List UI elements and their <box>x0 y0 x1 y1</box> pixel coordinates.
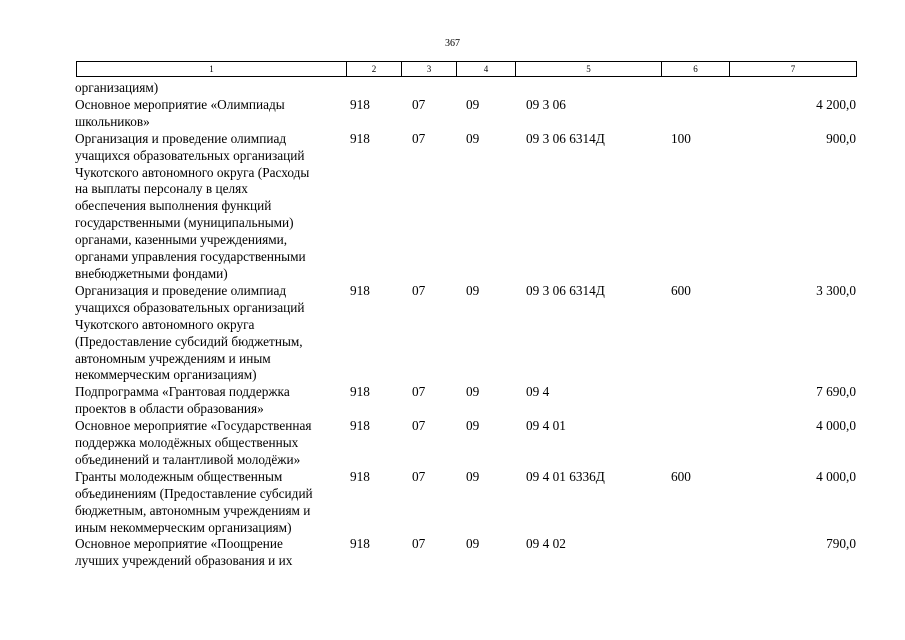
row-name-line: Гранты молодежным общественным <box>75 468 283 484</box>
column-header-4: 4 <box>457 62 516 77</box>
row-name-line: школьников» <box>75 113 150 129</box>
column-header-2: 2 <box>347 62 402 77</box>
row-name <box>75 97 350 131</box>
table-row <box>0 131 905 283</box>
row-name-line: проектов в области образования» <box>75 401 264 417</box>
subsection-code: 09 <box>466 536 480 552</box>
row-name-line: внебюджетными фондами) <box>75 265 228 281</box>
row-name <box>75 131 350 283</box>
amount: 790,0 <box>826 536 856 552</box>
ministry-code: 918 <box>350 384 370 400</box>
row-name-line: автономным учреждениям и иным <box>75 350 271 366</box>
row-name-line: учащихся образовательных организаций <box>75 147 305 163</box>
ministry-code: 918 <box>350 536 370 552</box>
row-name <box>75 384 350 418</box>
expense-type-code: 600 <box>671 282 691 298</box>
row-name-line: лучших учреждений образования и их <box>75 553 293 569</box>
table-row <box>0 283 905 384</box>
row-name-line: Подпрограмма «Грантовая поддержка <box>75 384 290 400</box>
subsection-code: 09 <box>466 384 480 400</box>
ministry-code: 918 <box>350 468 370 484</box>
target-article-code: 09 4 02 <box>526 536 566 552</box>
table-row <box>0 80 905 97</box>
amount: 3 300,0 <box>816 282 856 298</box>
subsection-code: 09 <box>466 282 480 298</box>
row-name-line: иным некоммерческим организациям) <box>75 519 292 535</box>
section-code: 07 <box>412 468 426 484</box>
row-name-line: на выплаты персоналу в целях <box>75 181 248 197</box>
subsection-code: 09 <box>466 130 480 146</box>
table-row <box>0 384 905 418</box>
column-header-6: 6 <box>662 62 730 77</box>
section-code: 07 <box>412 96 426 112</box>
amount: 900,0 <box>826 130 856 146</box>
row-name-line: органами управления государственными <box>75 249 306 265</box>
row-name-line: Чукотского автономного округа (Расходы <box>75 164 310 180</box>
table-row <box>0 469 905 537</box>
amount: 4 000,0 <box>816 468 856 484</box>
row-name-line: государственными (муниципальными) <box>75 215 294 231</box>
row-name-line: обеспечения выполнения функций <box>75 198 272 214</box>
row-name-line: Основное мероприятие «Поощрение <box>75 536 283 552</box>
subsection-code: 09 <box>466 468 480 484</box>
amount: 7 690,0 <box>816 384 856 400</box>
ministry-code: 918 <box>350 96 370 112</box>
table-row <box>0 536 905 570</box>
ministry-code: 918 <box>350 418 370 434</box>
amount: 4 000,0 <box>816 418 856 434</box>
target-article-code: 09 3 06 <box>526 96 566 112</box>
column-header-5: 5 <box>516 62 662 77</box>
amount: 4 200,0 <box>816 96 856 112</box>
section-code: 07 <box>412 536 426 552</box>
expense-type-code: 100 <box>671 130 691 146</box>
ministry-code: 918 <box>350 130 370 146</box>
target-article-code: 09 4 01 <box>526 418 566 434</box>
expense-type-code: 600 <box>671 468 691 484</box>
row-name <box>75 283 350 384</box>
column-header-3: 3 <box>402 62 457 77</box>
row-name-line: (Предоставление субсидий бюджетным, <box>75 333 303 349</box>
row-name <box>75 80 350 97</box>
table-row <box>0 97 905 131</box>
row-name-line: бюджетным, автономным учреждениям и <box>75 502 311 518</box>
row-name-line: Организация и проведение олимпиад <box>75 130 287 146</box>
row-name-line: объединений и талантливой молодёжи» <box>75 451 301 467</box>
page-number: 367 <box>445 38 460 49</box>
row-name <box>75 536 350 570</box>
table-row <box>0 418 905 469</box>
section-code: 07 <box>412 384 426 400</box>
section-code: 07 <box>412 282 426 298</box>
column-number-header <box>76 61 857 77</box>
row-name-line: некоммерческим организациям) <box>75 367 257 383</box>
row-name <box>75 418 350 469</box>
target-article-code: 09 3 06 6314Д <box>526 130 605 146</box>
row-name-line: органами, казенными учреждениями, <box>75 232 288 248</box>
target-article-code: 09 3 06 6314Д <box>526 282 605 298</box>
subsection-code: 09 <box>466 418 480 434</box>
row-name <box>75 469 350 537</box>
subsection-code: 09 <box>466 96 480 112</box>
budget-table-body <box>0 80 905 570</box>
row-name-line: Основное мероприятие «Олимпиады <box>75 96 285 112</box>
row-name-line: Организация и проведение олимпиад <box>75 282 287 298</box>
column-header-7: 7 <box>730 62 857 77</box>
row-name-line: учащихся образовательных организаций <box>75 299 305 315</box>
row-name-line: организациям) <box>75 80 159 95</box>
column-header-1: 1 <box>77 62 347 77</box>
target-article-code: 09 4 <box>526 384 550 400</box>
row-name-line: объединениям (Предоставление субсидий <box>75 485 313 501</box>
section-code: 07 <box>412 418 426 434</box>
row-name-line: поддержка молодёжных общественных <box>75 435 299 451</box>
row-name-line: Основное мероприятие «Государственная <box>75 418 312 434</box>
row-name-line: Чукотского автономного округа <box>75 316 255 332</box>
ministry-code: 918 <box>350 282 370 298</box>
target-article-code: 09 4 01 6336Д <box>526 468 605 484</box>
section-code: 07 <box>412 130 426 146</box>
